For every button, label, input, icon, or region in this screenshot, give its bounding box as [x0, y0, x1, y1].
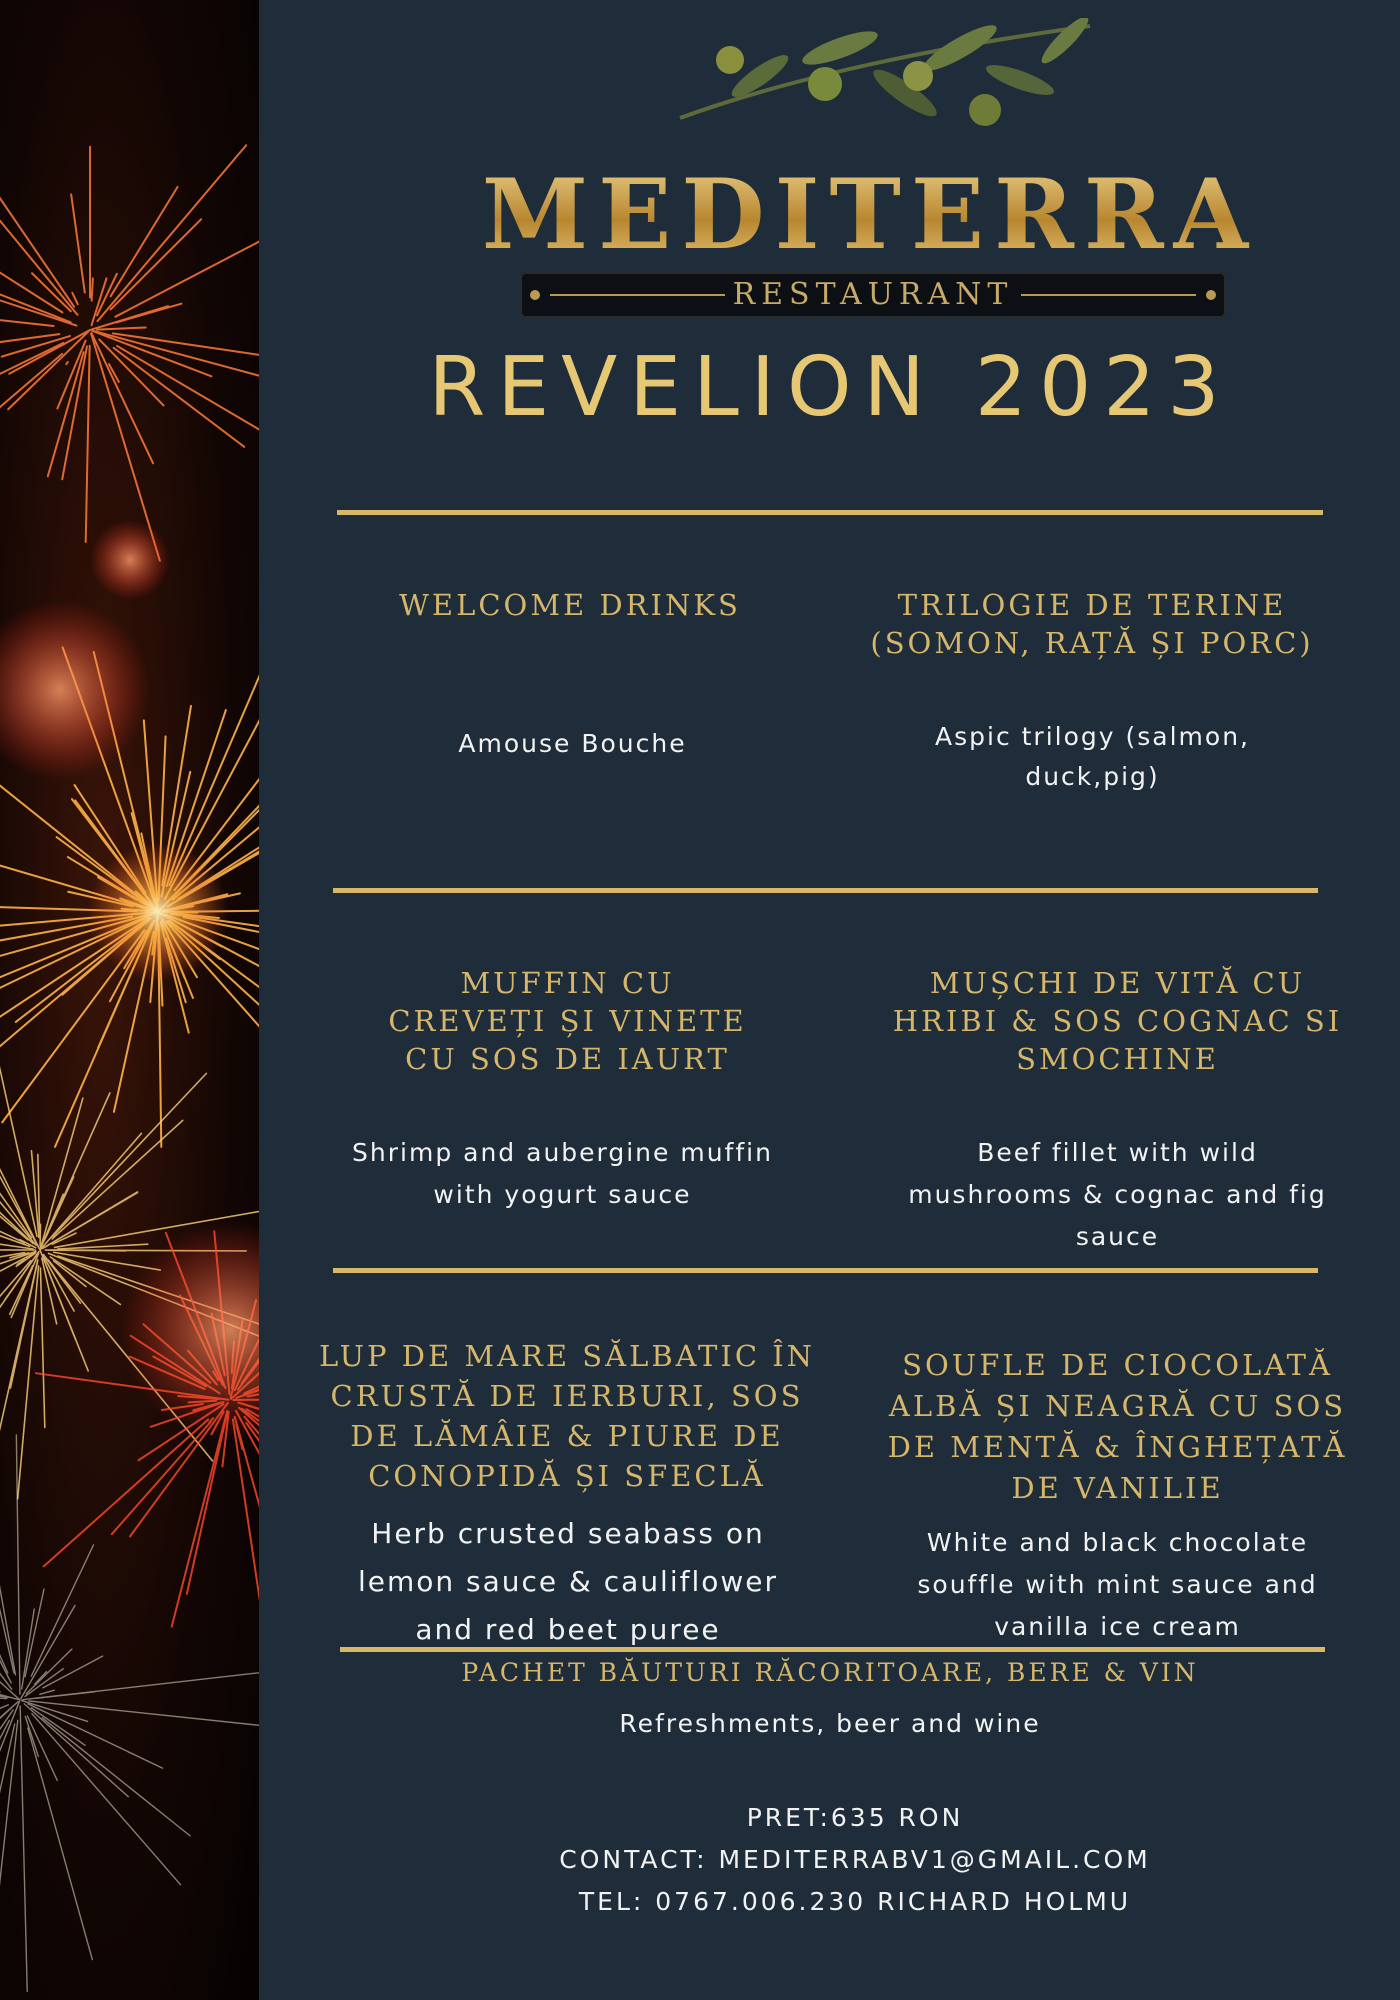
menu-item-heading: SOUFLE DE CIOCOLATĂ ALBĂ ȘI NEAGRĂ CU SOS DE MENTĂ & ÎNGHEȚATĂ DE VANILIE [887, 1348, 1348, 1505]
firework-ray [45, 1193, 137, 1247]
firework-ray [97, 327, 146, 329]
firework-ray [112, 1422, 211, 1534]
firework-ray [115, 226, 259, 316]
firework-ray [50, 1257, 120, 1304]
contact-email[interactable]: CONTACT: MEDITERRABV1@GMAIL.COM [559, 1845, 1151, 1874]
firework-ray [92, 331, 211, 377]
firework-ray [43, 1656, 103, 1688]
firework-ray [0, 1030, 40, 1249]
firework-ray [66, 362, 68, 364]
menu-item-heading: LUP DE MARE SĂLBATIC ÎN CRUSTĂ DE IERBURI, SOS DE LĂMÂIE & PIURE DE CONOPIDĂ ȘI SFECLĂ [318, 1339, 816, 1493]
brand-ribbon [520, 272, 1226, 318]
firework-ray [92, 333, 154, 463]
brand-name: MEDITERRA [440, 160, 1300, 270]
firework-ray [113, 333, 259, 364]
contact-phone[interactable]: TEL: 0767.006.230 RICHARD HOLMU [578, 1887, 1132, 1916]
firework-ray [0, 164, 77, 315]
menu-item-description: Refreshments, beer and wine [619, 1709, 1041, 1738]
firework-ray [0, 1454, 15, 1675]
menu-item-heading: WELCOME DRINKS [399, 588, 741, 622]
event-title: REVELION 2023 [428, 340, 1232, 435]
menu-item-heading: PACHET BĂUTURI RĂCORITOARE, BERE & VIN [461, 1658, 1199, 1687]
divider [333, 888, 1318, 893]
firework-ray [22, 1609, 35, 1689]
fireworks-image [0, 0, 259, 2000]
firework-ray [86, 346, 90, 542]
menu-item-heading: TRILOGIE DE TERINE (SOMON, RAȚĂ ȘI PORC) [870, 588, 1314, 660]
firework-ray [92, 278, 93, 300]
divider [337, 510, 1323, 515]
menu-item-description: Amouse Bouche [458, 729, 687, 758]
firework-ray [10, 1266, 33, 1314]
menu-item-description: Beef fillet with wild mushrooms & cognac and fig sauce [908, 1138, 1327, 1251]
firework-ray [32, 1714, 181, 1885]
menu-item-description: Shrimp and aubergine muffin with yogurt sauce [352, 1138, 773, 1209]
firework-ray [40, 1133, 141, 1249]
firework-ray [72, 293, 77, 304]
firework-ray [42, 1718, 190, 1836]
firework-ray [0, 1501, 14, 1673]
firework-ray [111, 187, 178, 296]
firework-ray [71, 194, 85, 292]
firework-ray [0, 227, 62, 312]
firework-ray [44, 1419, 208, 1566]
price-text: PRET:635 RON [746, 1803, 964, 1832]
firework-ray [28, 1728, 93, 1959]
menu-item-description: Aspic trilogy (salmon, duck,pig) [935, 722, 1250, 791]
firework-ray [114, 348, 245, 447]
firework-ray [31, 1545, 93, 1676]
olive-branch-icon [670, 18, 1100, 138]
firework-ray [0, 1254, 37, 1374]
menu-item-description: White and black chocolate souffle with mint sauce and vanilla ice cream [917, 1528, 1318, 1641]
menu-item-heading: MUȘCHI DE VITĂ CU HRIBI & SOS COGNAC SI SMOCHINE [892, 966, 1343, 1076]
menu-item-heading: MUFFIN CU CREVEȚI ȘI VINETE CU SOS DE IAURT [388, 966, 747, 1076]
brand-subtitle: RESTAURANT [732, 277, 1014, 312]
firework-ray [20, 1706, 27, 1991]
divider [333, 1268, 1318, 1273]
firework-ray [9, 330, 89, 374]
menu-item-description: Herb crusted seabass on lemon sauce & cauliflower and red beet puree [357, 1517, 779, 1646]
firework-ray [0, 1701, 19, 1777]
firework-ray [97, 145, 246, 321]
firework-ray [40, 1268, 44, 1427]
firework-ray [40, 1690, 54, 1694]
divider [340, 1647, 1325, 1652]
